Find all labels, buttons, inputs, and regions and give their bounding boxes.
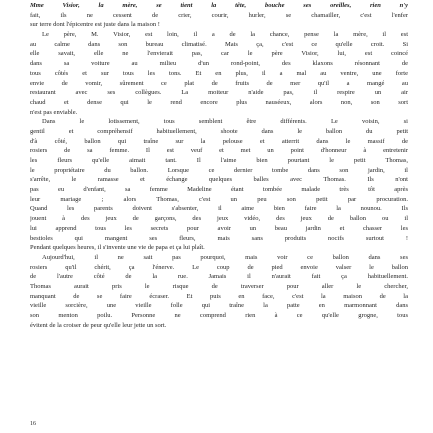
text-line: Thomas aurait pris le risque de traverser pour aller le chercher,: [30, 282, 408, 290]
text-line: envie de vomir, sûrement ce plat de fruits de mer qu'il a mangé au: [30, 79, 408, 87]
text-line: elle savait, elle ne l'envierait pas, car le père Visior, lui, est coincé: [30, 50, 408, 58]
text-line: de l'autre côté de la rue. Jamais il n'aurait fait ça habituellement.: [30, 273, 408, 281]
text-line: n'est pas enviable.: [30, 108, 78, 116]
text-line: tous côtés et sur tous les tons. Et en plus, il a mal au ventre, une forte: [30, 69, 408, 77]
text-line: fait, ils ne cessent de crier, courir, hurler, se chamailler, c'est l'enfer: [30, 11, 408, 19]
text-line: dans sa voiture au milieu d'un rond-point, des klaxons résonnant de: [30, 60, 408, 68]
text-line: bestioles qui mangent ses fleurs, mais sans produits nocifs surtout !: [30, 234, 408, 242]
text-line: s'arrête, le ramasse et échange quelques balles avec Thomas. Ils n'ont: [30, 176, 408, 184]
text-line: évitent de la croiser de peur qu'elle leur jette un sort.: [30, 321, 167, 329]
text-line: leur mariage ; alors Thomas, c'est un peu son petit par procuration.: [30, 195, 408, 203]
body-text: [30, 1, 408, 330]
text-line: rosiers qu'il chérit, ça l'énerve. Le coup de pied envoie valser le ballon: [30, 263, 408, 271]
text-line: vieille sorcière, une vieille folle qui traîne la patte en marmonnant dans: [30, 302, 408, 310]
text-line: le propriétaire du ballon. Lorsque ce dernier tombe dans son jardin, il: [30, 166, 408, 174]
text-line: au calme dans son bureau climatisé. Mais ça, c'est ce qu'elle croit. Si: [30, 40, 408, 48]
text-line: gentil et compréhensif habituellement, shoote dans le ballon du petit: [30, 127, 408, 135]
text-line: son menton poilu. Personne ne comprend rien à ce qu'elle grogne, tous: [30, 312, 408, 319]
text-line: manquant de se faire écraser. Et puis en face, c'est la maison de la: [30, 292, 408, 300]
text-line: rosiers de sa femme. Il est veuf et met un point d'honneur à entretenir: [30, 147, 408, 155]
text-line: Mme Visior, la mère, se tient la tête, bouche ses oreilles, rien n'y: [30, 2, 408, 9]
text-line: jouent à des jeux de garçons, des jeux vidéo, des jeux de ballon ou il: [30, 215, 408, 223]
text-line: sur terre dont l'épicentre est juste dans la maison !: [30, 21, 160, 29]
text-line: Le père, M. Visior, est loin, il a de la chance, pense la mère, il est: [42, 31, 408, 39]
text-line: Quand les parents doivent s'absenter, il aime bien faire la nounou. Ils: [30, 205, 408, 213]
text-line: Pendant quelques heures, il s'invente une vie de papa et ça lui plaît.: [30, 244, 205, 252]
text-line: Dans le lotissement, tous semblent être différents. Le voisin, si: [42, 118, 408, 126]
text-line: les fleurs qu'elle aimait tant. Il l'aime bien pourtant le petit Thomas,: [30, 157, 408, 164]
text-line: lui apprend tous les secrets pour avoir un beau jardin et chasser les: [30, 224, 408, 232]
text-line: chaud et dense qui le rend encore plus nauséeux, alors non, son sort: [30, 98, 408, 106]
text-line: pas eu d'enfant, sa femme Madeline étant tombée malade très tôt après: [30, 186, 408, 194]
page-number: 16: [30, 421, 36, 427]
text-line: restaurant avec ses collègues. La moiteur n'aide pas, il respire un air: [30, 89, 408, 97]
text-line: Aujourd'hui, il ne sait pas pourquoi, mais voir ce ballon dans ses: [42, 253, 408, 261]
text-line: d'à côté, ballon qui traîne sur la pelouse et atterrit dans le massif de: [30, 137, 408, 145]
